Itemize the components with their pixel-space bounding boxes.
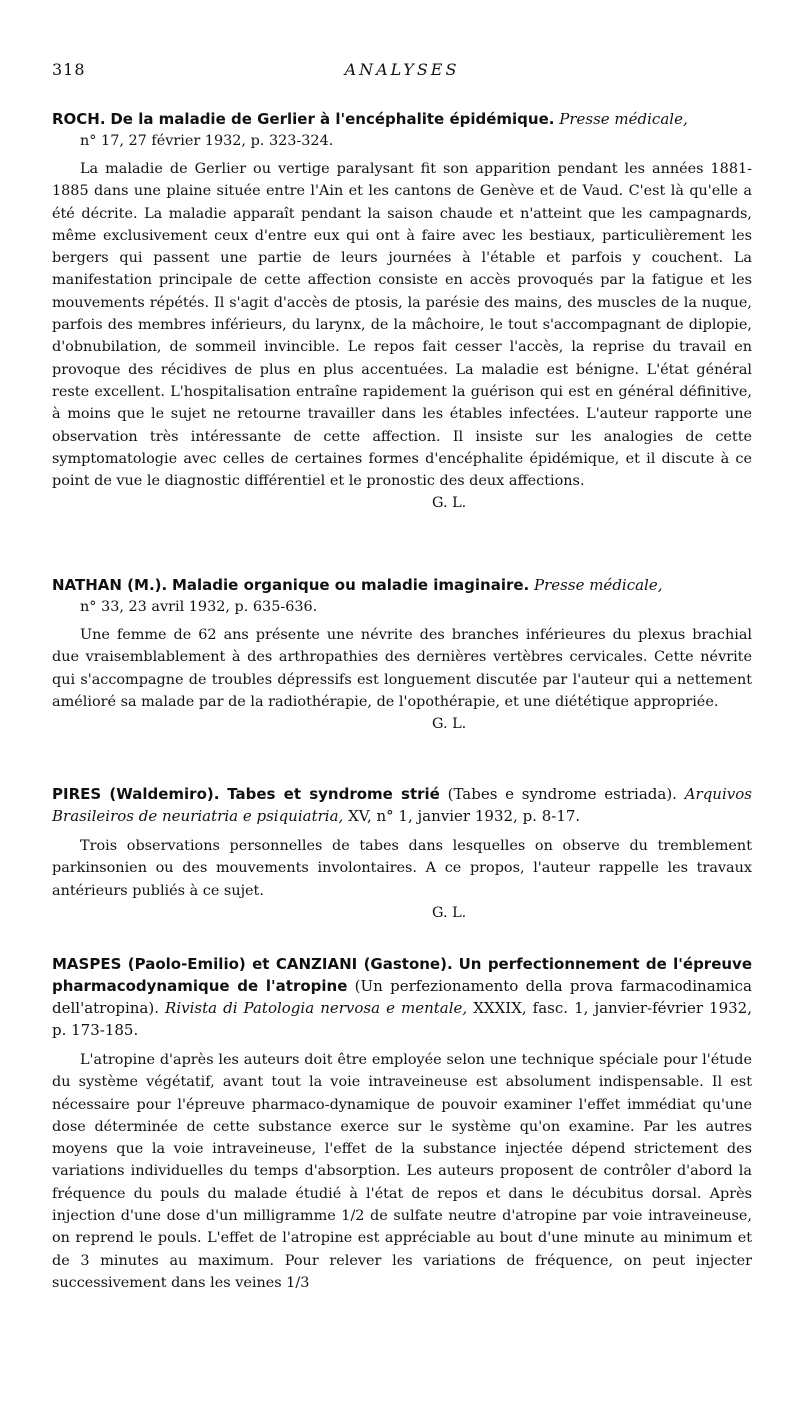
entry-journal: Presse médicale, bbox=[559, 110, 688, 128]
entry-signature: G. L. bbox=[432, 904, 467, 921]
entry-heading bbox=[52, 953, 752, 1041]
page-header bbox=[52, 60, 752, 84]
abstract-entry bbox=[52, 953, 752, 1294]
abstract-entry bbox=[52, 574, 752, 735]
entry-body: L'atropine d'après les auteurs doit être employée selon une technique spéciale pour l'étude du système végétatif, avant tout la voie intraveineuse est absolument indispensable. Il est nécessaire pour l'épreuve pharmaco-dynamique de pouvoir examiner l'effet immédiat qu'une dose déterminée de cette substance exerce sur le système qu'on examine. Par les autres moyens que la voie intraveineuse, l'effet de la substance injectée dépend strictement des variations individuelles du temps d'absorption. Les auteurs proposent de contrôler d'abord la fréquence du pouls du malade étudié à l'état de repos et dans le décubitus dorsal. Après injection d'une dose d'un milligramme 1/2 de sulfate neutre d'atropine par voie intraveineuse, on reprend le pouls. L'effet de l'atropine est appréciable au bout d'une minute au minimum et de 3 minutes au maximum. Pour relever les variations de fréquence, on peut injecter successivement dans les veines 1/3 bbox=[52, 1052, 752, 1291]
entry-author: ROCH. bbox=[52, 110, 106, 128]
entry-title: Maladie organique ou maladie imaginaire. bbox=[171, 576, 530, 594]
running-title: ANALYSES bbox=[344, 60, 460, 79]
abstract-entry bbox=[52, 108, 752, 515]
entry-body: Trois observations personnelles de tabes dans lesquelles on observe du tremblement parkinsonien ou des mouvements involontaires. A ce propos, l'auteur rappelle les travaux antérieurs publiés à ce sujet. bbox=[52, 838, 752, 899]
entry-reference: XXXIX, fasc. 1, janvier-février 1932, p. 173-185. bbox=[52, 999, 752, 1039]
entry-body: Une femme de 62 ans présente une névrite des branches inférieures du plexus brachial due vraisemblablement à des arthropathies des dernières vertèbres cervicales. Cette névrite qui s'accompagne de troubles dépressifs est longuement discutée par l'auteur qui a nettement amélioré sa malade par de la radiothérapie, de l'opothérapie, et une diététique appropriée. bbox=[52, 627, 752, 710]
entry-body: La maladie de Gerlier ou vertige paralysant fit son apparition pendant les années 1881-1885 dans une plaine située entre l'Ain et les cantons de Genève et de Vaud. C'est là qu'elle a été décrite. La maladie apparaît pendant la saison chaude et n'atteint que les campagnards, même exclusivement ceux d'entre eux qui ont à faire avec les bestiaux, particulièrement les bergers qui passent une partie de leurs journées à l'étable et parfois y couchent. La manifestation principale de cette affection consiste en accès provoqués par la fatigue et les mouvements répétés. Il s'agit d'accès de ptosis, la parésie des mains, des muscles de la nuque, parfois des membres inférieurs, du larynx, de la mâchoire, le tout s'accompagnant de diplopie, d'obnubilation, de sommeil invincible. Le repos fait cesser l'accès, la reprise du travail en provoque des récidives de plus en plus accentuées. La maladie est bénigne. L'état général reste excellent. L'hospitalisation entraîne rapidement la guérison qui est en général définitive, à moins que le sujet ne retourne travailler dans les étables infectées. L'auteur rapporte une observation très intéressante de cette affection. Il insiste sur les analogies de cette symptomatologie avec celles de certaines formes d'encéphalite épidémique, et il discute à ce point de vue le diagnostic différentiel et le pronostic des deux affections. bbox=[52, 161, 752, 490]
entry-journal: Arquivos Brasileiros de neuriatria e psiquiatria, bbox=[52, 785, 752, 825]
entry-reference: n° 17, 27 février 1932, p. 323-324. bbox=[80, 133, 334, 149]
entry-original-title: (Tabes e syndrome estriada). bbox=[447, 785, 677, 803]
page-number: 318 bbox=[52, 60, 86, 79]
abstract-entry bbox=[52, 783, 752, 924]
entry-journal: Presse médicale, bbox=[534, 576, 663, 594]
entry-title: Tabes et syndrome strié bbox=[227, 785, 440, 803]
entry-author: NATHAN (M.). bbox=[52, 576, 168, 594]
entry-journal: Rivista di Patologia nervosa e mentale, bbox=[165, 999, 468, 1017]
entry-original-title: (Un perfezionamento della prova farmacodinamica dell'atropina). bbox=[52, 977, 752, 1017]
entry-reference: XV, n° 1, janvier 1932, p. 8-17. bbox=[348, 807, 581, 825]
entry-heading bbox=[52, 783, 752, 827]
entry-author: MASPES (Paolo-Emilio) et CANZIANI (Gastone). bbox=[52, 955, 453, 973]
entry-heading bbox=[52, 108, 752, 130]
entry-title: De la maladie de Gerlier à l'encéphalite épidémique. bbox=[110, 110, 555, 128]
entry-heading bbox=[52, 574, 752, 596]
entry-signature: G. L. bbox=[432, 716, 467, 733]
entry-author: PIRES (Waldemiro). bbox=[52, 785, 220, 803]
entry-signature: G. L. bbox=[432, 495, 467, 512]
entry-title: Un perfectionnement de l'épreuve pharmacodynamique de l'atropine bbox=[52, 955, 753, 995]
entry-reference: n° 33, 23 avril 1932, p. 635-636. bbox=[80, 599, 318, 615]
